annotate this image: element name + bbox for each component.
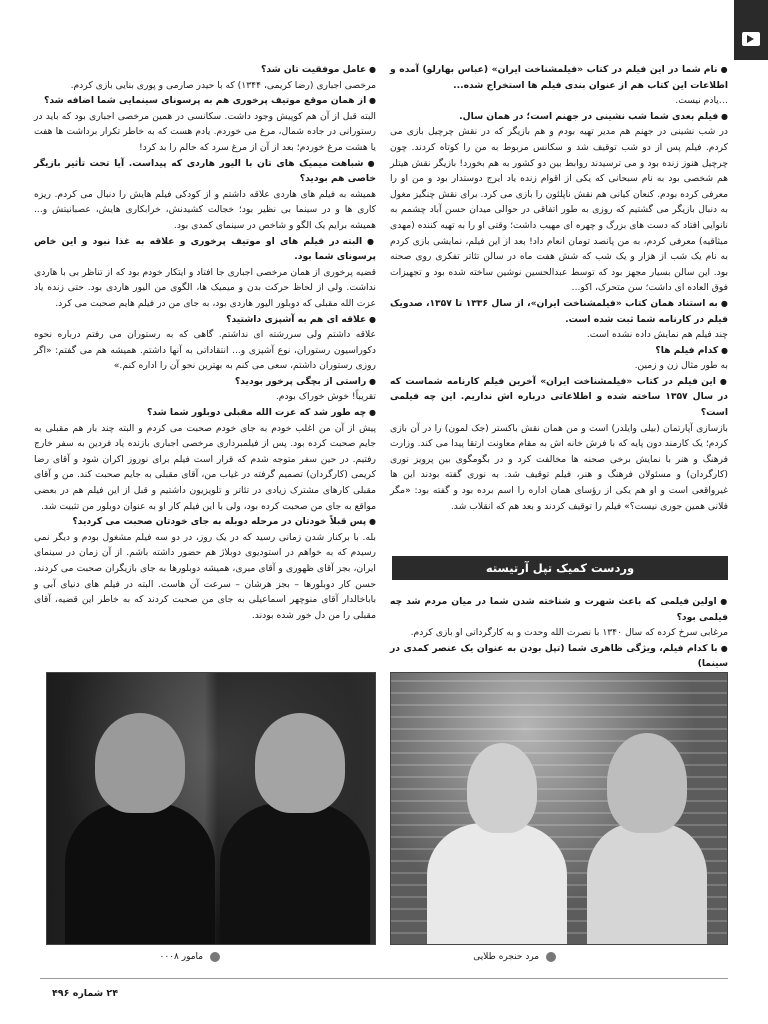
caption-bullet-icon bbox=[210, 952, 220, 962]
interview-answer: در شب نشینی در جهنم هم مدیر تهیه بودم و هم بازیگر که در نقش چرچیل بازی می کردم. فیلم پس از دو شب توقیف شد و سکانس مربوط به من را کوتاه کردند. چون چرچیل هنوز زنده بود و می ترسیدند روابط بین دو کشور به هم بخورد! بازیگر نقش هیتلر هم شخصی بود به نام سبحانی که یکی از اقوام زنده یاد ایرج دوستدار بود و من او را معرفی کرده بودم. کنعان کیانی هم نقش ناپلئون را بازی می کرد. برای نقش چنگیز مغول به دنبال بازیگر می گشتیم که روزی به طور اتفاقی در حوالی میدان حسن آباد چشمم به نانوایی افتاد که دست های بزرگ و چهره ای مهیب داشت؛ وقتی او را به تهیه کننده (مهدی میثاقیه) معرفی کردم، به من پانصد تومان انعام داد! بعد از این فیلم، نمایشی بازی کردم به نام یک شب از هزار و یک شب که شش هفت ماه در سالن تئاتر تفکری روی صحنه بود. این سالن بسیار مجهز بود که توسط عبدالحسین نوشین ساخته شده بود و تجهیزات فوق العاده ای داشت؛ سن متحرک، اکو... bbox=[390, 126, 728, 294]
interview-question: ● پس قبلاً خودتان در مرحله دوبله به جای خودتان صحبت می کردید؟ bbox=[34, 514, 376, 530]
interview-answer: چند فیلم هم نمایش داده نشده است. bbox=[586, 329, 728, 341]
interview-answer: علاقه داشتم ولی سررشته ای نداشتم. گاهی که به رستوران می رفتم درباره نحوه دکوراسیون رستوران، نوع آشپزی و... انتقاداتی به آنها داشتم. همیشه هم می گفتم: «اگر روزی رستوران داشتم، سعی می کنم به بهترین نحو آن را اداره کنم.» bbox=[34, 329, 376, 372]
issue-number: شماره ۴۹۶ bbox=[52, 988, 104, 999]
interview-question: ● شباهت میمیک های تان با الیور هاردی که پیداست. آیا تحت تأثیر بازیگر خاصی هم بودید؟ bbox=[34, 156, 376, 187]
interview-answer: تقریباً! خوش خوراک بودم. bbox=[275, 391, 376, 403]
interview-question: ● به استناد همان کتاب «فیلمشناخت ایران»، از سال ۱۳۳۶ تا ۱۳۵۷، صدویک فیلم در کارنامه شما ثبت شده است. bbox=[390, 296, 728, 327]
interview-answer: مرغابی سرخ کرده که سال ۱۳۴۰ با نصرت الله وحدت و به کارگردانی او بازی کردم. bbox=[410, 627, 728, 639]
page-corner-tab bbox=[734, 0, 768, 60]
interview-question: ● اولین فیلمی که باعث شهرت و شناخته شدن شما در میان مردم شد چه فیلمی بود؟ bbox=[390, 594, 728, 625]
interview-question: ● چه طور شد که عزت الله مقبلی دوبلور شما شد؟ bbox=[34, 405, 376, 421]
interview-question: ● نام شما در این فیلم در کتاب «فیلمشناخت ایران» (عباس بهارلو) آمده و اطلاعات این کتاب هم از عنوان بندی فیلم ها استخراج شده... bbox=[390, 62, 728, 93]
section-banner: وردست کمیک تپل آرتیسته bbox=[392, 556, 728, 580]
photo-figure bbox=[255, 713, 345, 813]
interview-question: ● راستی از بچگی پرخور بودید؟ bbox=[34, 374, 376, 390]
caption-right-photo bbox=[473, 950, 556, 964]
interview-answer: پیش از آن من اغلب خودم به جای خودم صحبت می کردم و البته چند بار هم مقبلی به جایم صحبت کرده بود. پس از فیلمبرداری مرخصی اجباری بازنده یاد فردین به سفر خارج رفتیم. در حین سفر متوجه شدم که قرار است فیلم برای نوروز اکران شود و آقای رضا کریمی (کارگردان) تصمیم گرفته در غیاب من، آقای مقبلی به جایم صحبت کند. من و آقای مقبلی کارهای مشترک زیادی در تئاتر و تلویزیون داشتیم و قبل از این فیلم هم در بعضی مواقع به جای من صحبت کرده بود، ولی با این فیلم کار او به عنوان دوبلور من تثبیت شد. bbox=[34, 422, 376, 512]
interview-answer: مرخصی اجباری (رضا کریمی، ۱۳۴۴) که با حیدر صارمی و پوری بنایی بازی کردم. bbox=[70, 79, 376, 91]
photo-figure bbox=[467, 743, 537, 833]
interview-answer: …یادم نیست. bbox=[675, 95, 728, 107]
interview-question: ● البته در فیلم های او موتیف پرخوری و علاقه به غذا نبود و این خاص پرسونای شما بود. bbox=[34, 234, 376, 265]
photo-agent-0008-still bbox=[46, 672, 376, 945]
interview-answer: همیشه به فیلم های هاردی علاقه داشتم و از کودکی فیلم هایش را دنبال می کردم. ریزه کاری ها و در سینما بی نظیر بود؛ خجالت کشیدنش، خرابکاری هایش، عصبانیتش و... همیشه برایم یک الگو و شاخص در سینمای کمدی بود. bbox=[34, 188, 376, 231]
photo-figure bbox=[220, 803, 370, 945]
photo-figure bbox=[427, 823, 567, 945]
photo-figure bbox=[95, 713, 185, 813]
photo-figure bbox=[65, 803, 215, 945]
caption-bullet-icon bbox=[546, 952, 556, 962]
interview-answer: قضیه پرخوری از همان مرخصی اجباری جا افتاد و ایتکار خودم بود که از تناظر بی با هاردی نداشت. ولی از لحاظ حرکت بدن و میمیک ها، الگوی من الیور هاردی بود. حتی زنده یاد عزت الله مقبلی که دوبلور الیور هاردی بود، به جای من در فیلم هایم صحبت می کرد. bbox=[34, 266, 376, 309]
right-column-top bbox=[390, 62, 728, 514]
photo-figure bbox=[587, 823, 707, 945]
caption-text: مامور ۰۰۰۸ bbox=[159, 952, 204, 962]
interview-question: ● کدام فیلم ها؟ bbox=[390, 343, 728, 359]
right-column-bottom bbox=[390, 594, 728, 672]
interview-question: ● از همان موقع موتیف پرخوری هم به پرسونای سینمایی شما اضافه شد؟ bbox=[34, 93, 376, 109]
interview-question: ● عامل موفقیت تان شد؟ bbox=[34, 62, 376, 78]
left-column bbox=[34, 62, 376, 623]
page-number: ۲۴ bbox=[106, 988, 118, 999]
photo-figure bbox=[607, 733, 687, 833]
interview-answer: بازسازی آپارتمان (بیلی وایلدر) است و من همان نقش باکستر (جک لمون) را در آن بازی کردم؛ یک کارمند دون پایه که با فرش خانه اش به مقام معاونت ارتقا پیدا می کند. وزارت فرهنگ و هنر با نمایش برخی صحنه ها مخالفت کرد و در بگومگوی بین پرویز نوری (کارگردان) و مسئولان فرهنگ و هنر، فیلم توقیف شد. به نوری گفته بودند این ها غیرواقعی است و او هم یکی از رؤسای همان اداره را اسم برده بود و گفته بود: «مگر فلانی همین جوری نیست؟» فیلم را توقیف کردند و بعد هم که انقلاب شد. bbox=[390, 422, 728, 512]
interview-answer: البته قبل از آن هم کوپیش وجود داشت. سکانسی در همین مرخصی اجباری بود که باید در رستورانی در جاده شمال، مرغ می خوردم. یادم هست که به خاطر تکرار برداشت ها هفت یا هشت مرغ خوردم؛ بعد از آن از مرغ سرد که حالم را بد کرد! bbox=[34, 110, 376, 153]
caption-text: مرد حنجره طلایی bbox=[473, 952, 540, 962]
interview-question: ● علاقه ای هم به آشپزی داشتید؟ bbox=[34, 312, 376, 328]
interview-answer: بله. با برکنار شدن زمانی رسید که در یک روز، در دو سه فیلم مشغول بودم و دیگر نمی رسیدم که به خواهم در استودیوی دوبلاژ هم حضور داشته باشم. از آن زمان در سینمای ایران، بجز آقای ظهوری و آقای میری، همیشه دوبلورها به جای بازیگران صحبت می کردند. حسن کار دوبلورها – بجز هرشان – سرعت آن هاست. البته در فیلم های دنیای آبی و باباخالدار آقای منوچهر اسماعیلی به جای من صحبت کردند که به خاطر این قضیه، آقای مقبلی را من دل خور شده بودند. bbox=[34, 531, 376, 621]
caption-left-photo bbox=[160, 950, 220, 964]
page-footer bbox=[34, 984, 118, 1004]
photo-golden-throat-still bbox=[390, 672, 728, 945]
film-icon bbox=[742, 32, 760, 46]
interview-answer: به طور مثال زن و زمین. bbox=[634, 360, 728, 372]
interview-question: ● فیلم بعدی شما شب نشینی در جهنم است؛ در همان سال. bbox=[390, 109, 728, 125]
interview-question: ● با کدام فیلم، ویژگی ظاهری شما (تپل بودن به عنوان یک عنصر کمدی در سینما) bbox=[390, 641, 728, 672]
interview-question: ● این فیلم در کتاب «فیلمشناخت ایران» آخرین فیلم کارنامه شماست که در سال ۱۳۵۷ ساخته شده و اطلاعاتی درباره اش نداریم. این چه فیلمی است؟ bbox=[390, 374, 728, 421]
footer-rule bbox=[40, 978, 728, 979]
